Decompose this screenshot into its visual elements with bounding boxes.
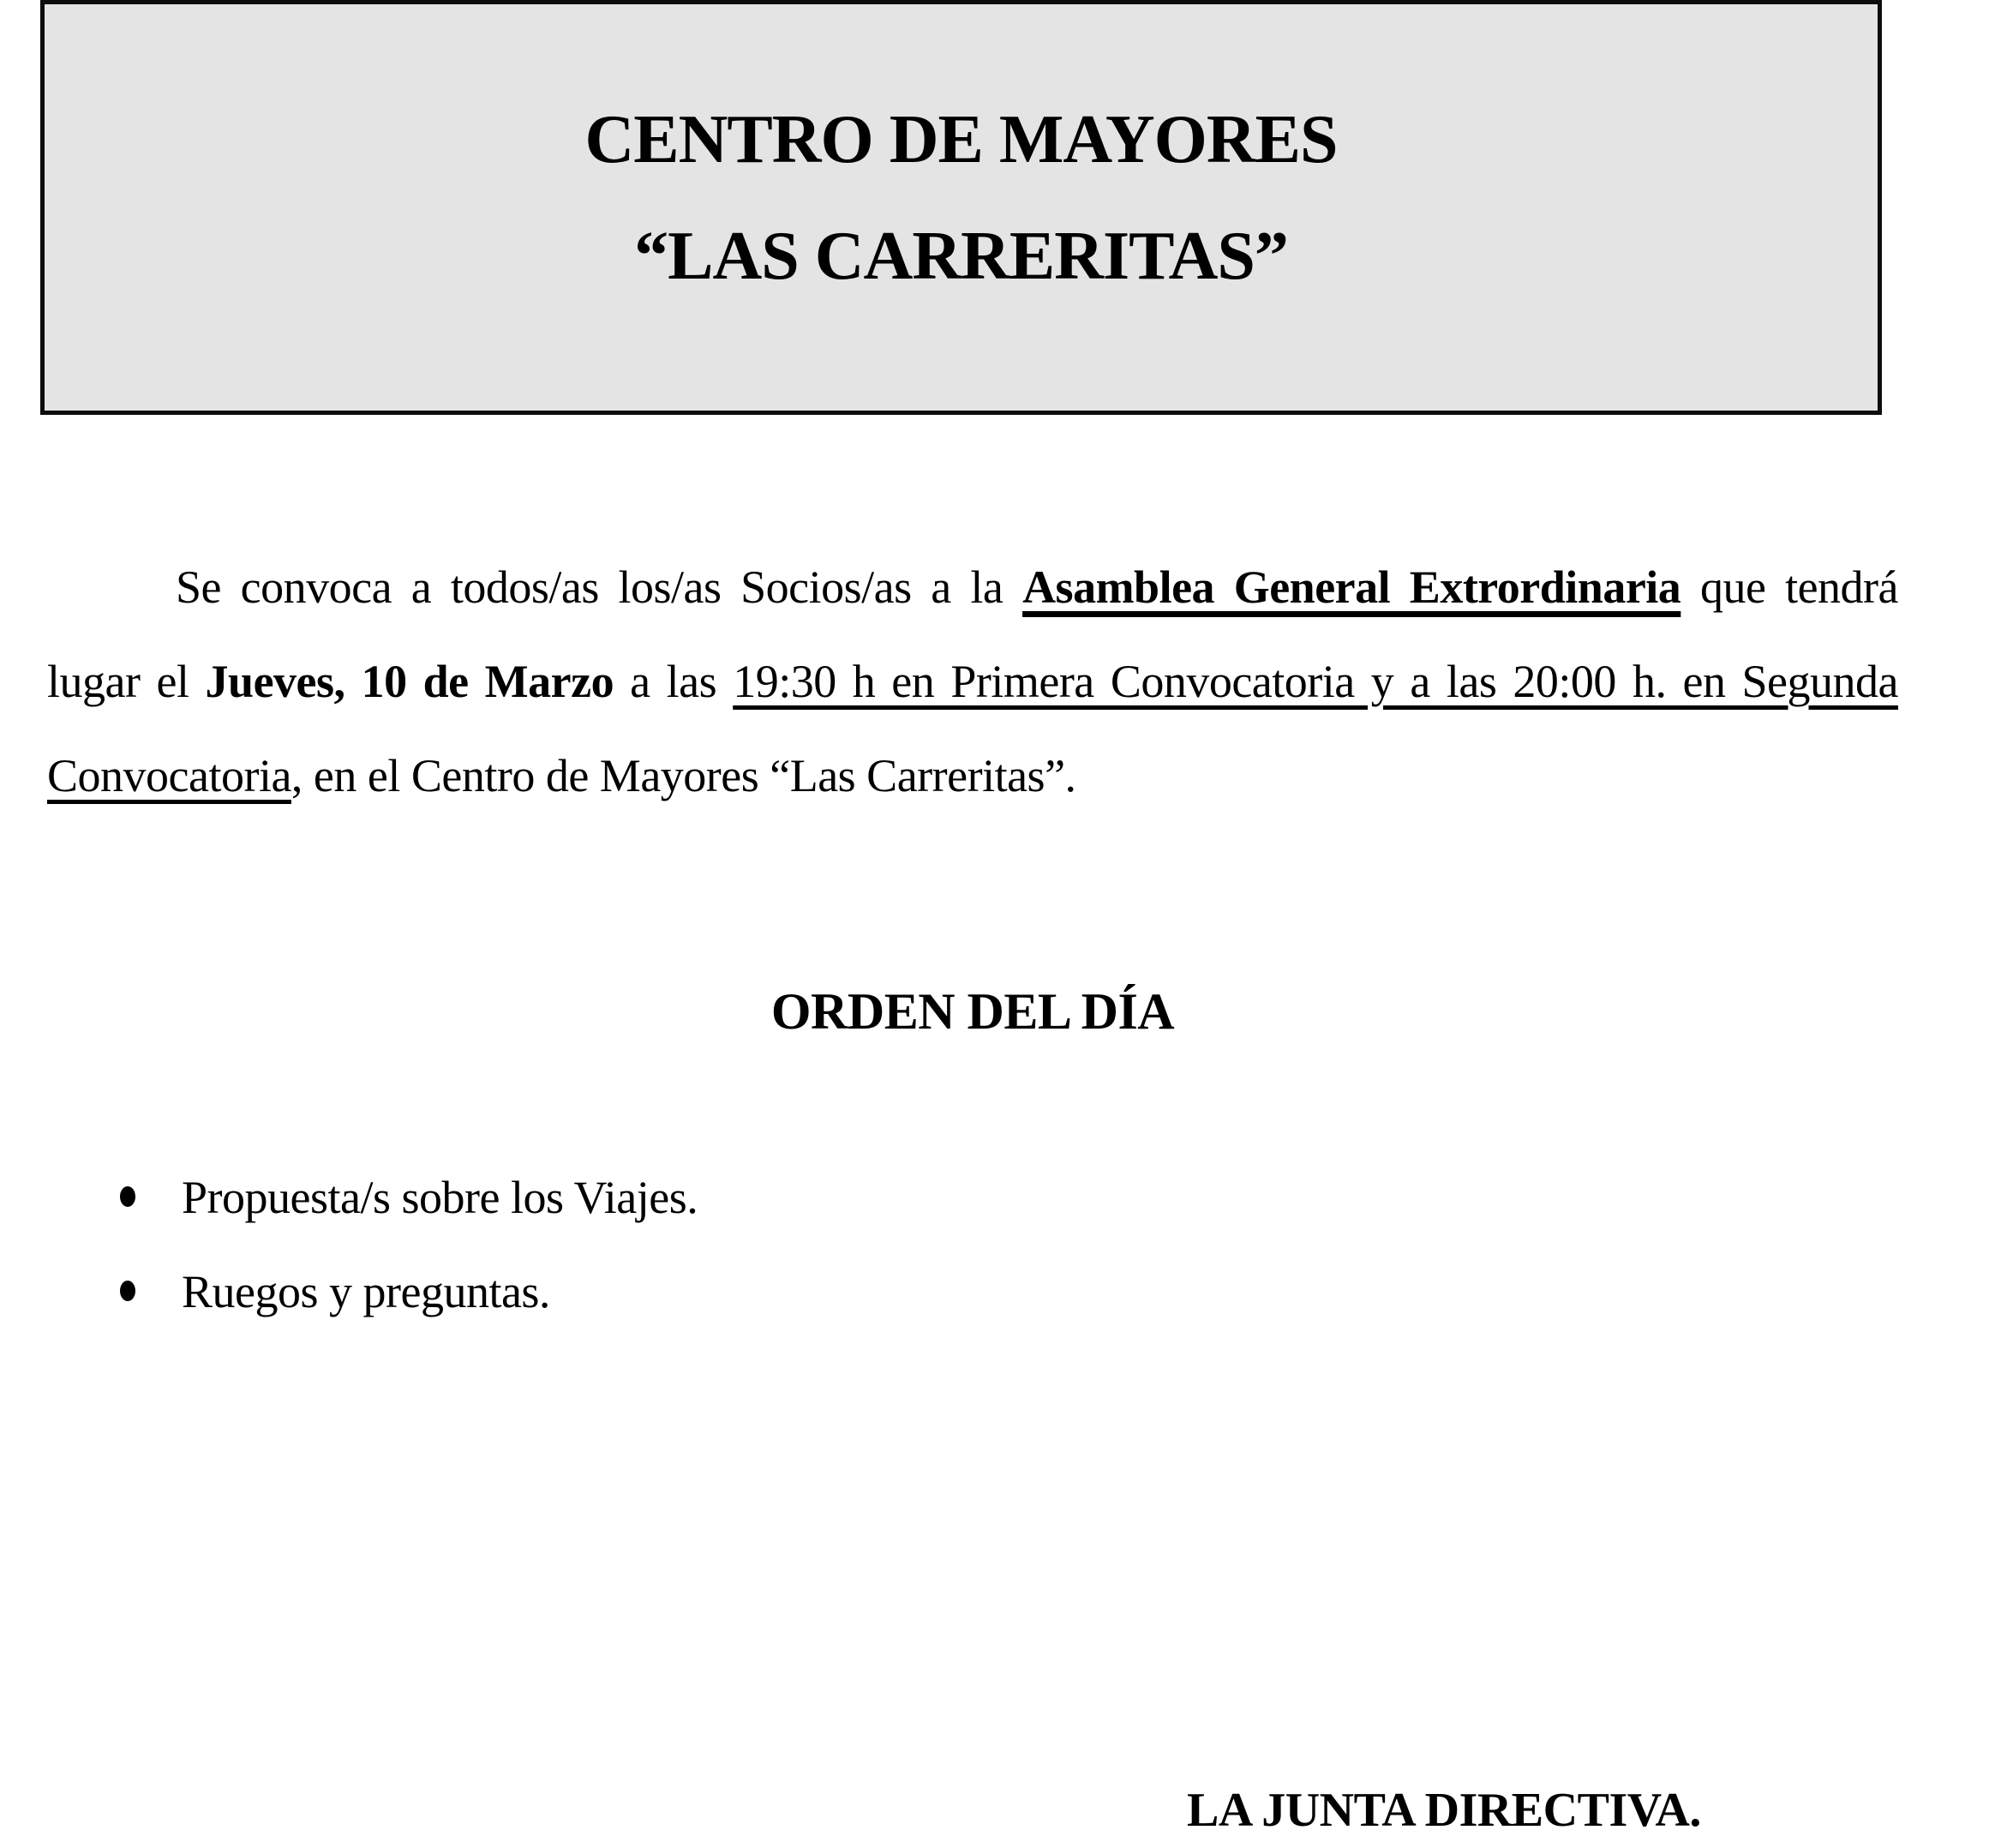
meeting-times: 19:30 h en Primera Convocatoria y a las 20:00 h. en Segunda Convocatoria: [47, 656, 1898, 801]
convocation-paragraph: [47, 540, 1898, 823]
signature: LA JUNTA DIRECTIVA.: [1187, 1784, 1701, 1837]
meeting-date: Jueves, 10 de Marzo: [205, 656, 614, 707]
list-item-label: Propuesta/s sobre los Viajes.: [182, 1172, 698, 1223]
paragraph-closing: , en el Centro de Mayores “Las Carreritas”.: [291, 750, 1076, 801]
list-item: [120, 1150, 1748, 1245]
list-item: [120, 1245, 1748, 1339]
center-title: CENTRO DE MAYORES: [584, 102, 1338, 177]
paragraph-lead: Se convoca a todos/as los/as Socios/as a la: [176, 561, 1023, 613]
center-subtitle: “LAS CARRERITAS”: [634, 219, 1288, 294]
header-box: [40, 0, 1882, 415]
agenda-list: [120, 1150, 1748, 1339]
paragraph-before-time: a las: [614, 656, 734, 707]
bullet-icon: [120, 1281, 135, 1301]
bullet-icon: [120, 1186, 135, 1207]
list-item-label: Ruegos y preguntas.: [182, 1266, 550, 1317]
agenda-heading: ORDEN DEL DÍA: [770, 983, 1175, 1040]
paragraph-after-assembly: que tendrá lugar el: [47, 561, 1899, 707]
assembly-name: Asamblea General Extrordinaria: [1022, 561, 1681, 613]
